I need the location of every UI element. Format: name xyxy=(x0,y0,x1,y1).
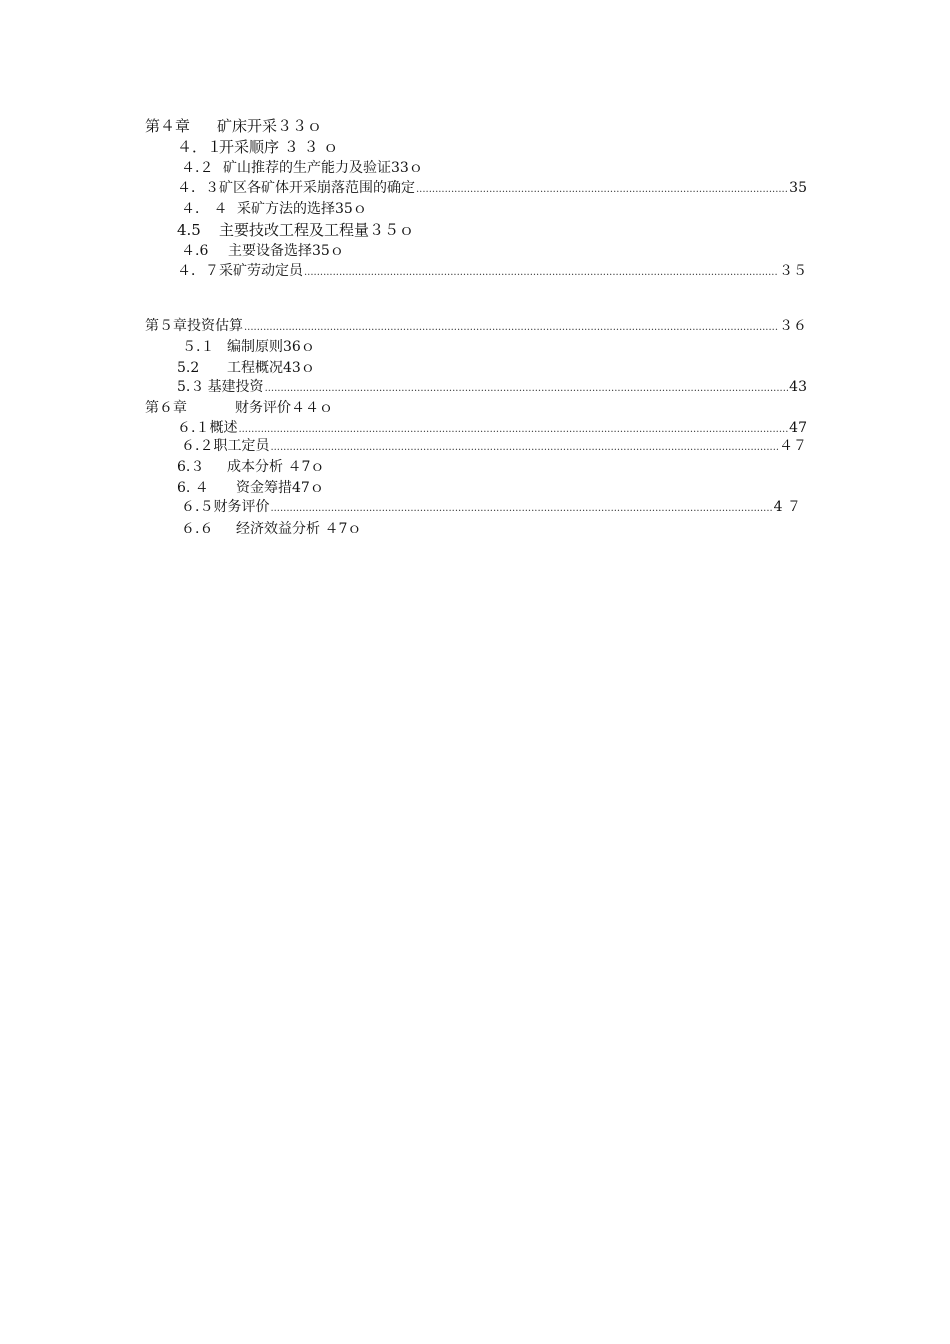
toc-chapter-4[interactable] xyxy=(145,115,322,137)
toc-number: 4.5 xyxy=(177,221,201,239)
toc-title: 主要技改工程及工程量３５ｏ xyxy=(219,221,415,239)
toc-section-4-1[interactable] xyxy=(177,136,338,158)
toc-section-6-5[interactable] xyxy=(181,496,801,518)
toc-title: 财务评价４４ｏ xyxy=(235,400,333,416)
toc-section-4-3[interactable] xyxy=(177,177,807,199)
toc-section-6-3[interactable] xyxy=(177,456,324,478)
toc-page-number: ３５ xyxy=(779,263,807,279)
toc-section-4-5[interactable] xyxy=(177,219,414,241)
toc-title: 资金筹措47ｏ xyxy=(236,480,324,496)
toc-number: ６.５ xyxy=(181,499,214,515)
table-of-contents xyxy=(0,0,950,600)
toc-chapter-5[interactable] xyxy=(145,315,807,337)
toc-title: 矿床开采３３ｏ xyxy=(217,117,323,135)
toc-title: 采矿方法的选择35ｏ xyxy=(237,201,367,217)
toc-title: 财务评价 xyxy=(213,499,270,515)
toc-title: 开采顺序 ３ ３ ｏ xyxy=(219,138,339,156)
dot-leader xyxy=(270,437,778,459)
dot-leader xyxy=(416,179,788,201)
toc-chapter-6[interactable] xyxy=(145,397,333,419)
toc-number: ６.６ xyxy=(181,521,214,537)
toc-number: 第６章 xyxy=(145,400,187,416)
toc-title: 经济效益分析 ４7ｏ xyxy=(236,521,362,537)
toc-page-number: 47 xyxy=(789,420,807,436)
toc-title: 成本分析 ４7ｏ xyxy=(227,459,325,475)
toc-section-4-4[interactable] xyxy=(181,198,367,220)
toc-number: ４.6 xyxy=(181,243,209,259)
toc-title: 工程概况43ｏ xyxy=(227,360,315,376)
toc-page-number: ３６ xyxy=(779,318,807,334)
dot-leader xyxy=(304,262,778,284)
toc-number: ６.１ xyxy=(177,420,210,436)
toc-section-6-6[interactable] xyxy=(181,518,361,540)
toc-title: 采矿劳动定员 xyxy=(219,263,303,279)
toc-section-4-7[interactable] xyxy=(177,260,807,282)
toc-page-number: 35 xyxy=(789,180,807,196)
toc-number: 第５章 xyxy=(145,318,187,334)
toc-section-5-3[interactable] xyxy=(177,376,807,398)
toc-number: 6. ４ xyxy=(177,480,209,496)
toc-number: 5.2 xyxy=(177,360,200,376)
toc-title: 矿区各矿体开采崩落范围的确定 xyxy=(219,180,415,196)
toc-section-6-2[interactable] xyxy=(181,435,807,457)
toc-title: 概述 xyxy=(209,420,238,436)
toc-title: 投资估算 xyxy=(187,318,243,334)
toc-number: ４.２ xyxy=(181,160,214,176)
toc-number: ５.１ xyxy=(182,339,215,355)
toc-title: 职工定员 xyxy=(213,438,270,454)
toc-section-5-1[interactable] xyxy=(182,336,315,358)
toc-page-number: 43 xyxy=(789,379,807,395)
toc-number: ４．３ xyxy=(177,180,219,196)
dot-leader xyxy=(244,317,778,339)
toc-number: ４．７ xyxy=(177,263,219,279)
toc-section-4-2[interactable] xyxy=(181,157,423,179)
dot-leader xyxy=(265,378,789,400)
toc-number: ４． ４ xyxy=(181,201,228,217)
toc-number: 6.３ xyxy=(177,459,205,475)
toc-number: 5.３ xyxy=(177,379,205,395)
toc-title: 基建投资 xyxy=(207,379,264,395)
toc-page-number: ４７ xyxy=(779,438,807,454)
toc-title: 编制原则36ｏ xyxy=(227,339,315,355)
toc-number: ６.２ xyxy=(181,438,214,454)
dot-leader xyxy=(270,498,772,520)
toc-section-4-6[interactable] xyxy=(181,240,344,262)
toc-number: 第４章 xyxy=(145,117,191,135)
toc-title: 主要设备选择35ｏ xyxy=(228,243,344,259)
toc-number: ４．１ xyxy=(177,138,223,156)
toc-title: 矿山推荐的生产能力及验证33ｏ xyxy=(223,160,423,176)
toc-page-number: 4 ７ xyxy=(773,499,801,515)
